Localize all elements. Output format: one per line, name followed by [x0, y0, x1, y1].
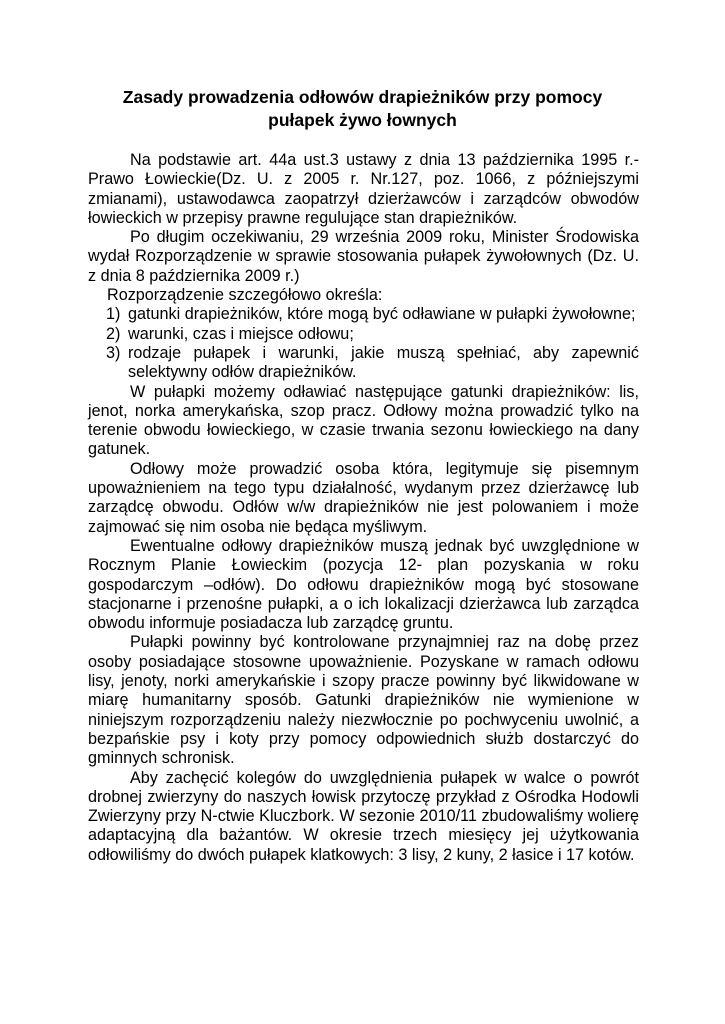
list-item-number: 1): [106, 305, 121, 324]
paragraph-trap-control: Pułapki powinny być kontrolowane przynajmniej raz na dobę przez osoby posiadające stosowne upoważnienie. Pozyskane w ramach odłowu lisy, jenoty, norki amerykańskie i szopy pracze powinny być likwidowane w miarę humanitarny sposób. Gatunki drapieżników nie wymienione w niniejszym rozporządzeniu należy niezwłocznie po pochwyceniu uwolnić, a bezpańskie psy i koty przy pomocy odpowiednich służb dostarczyć do gminnych schronisk.: [88, 633, 639, 768]
list-item-text: gatunki drapieżników, które mogą być odławiane w pułapki żywołowne;: [128, 305, 636, 324]
list-item-text: rodzaje pułapek i warunki, jakie muszą spełniać, aby zapewnić selektywny odłów drapieżników.: [128, 343, 639, 382]
regulation-list: [88, 305, 639, 382]
list-item-number: 3): [106, 343, 121, 362]
paragraph-regulation: Po długim oczekiwaniu, 29 września 2009 roku, Minister Środowiska wydał Rozporządzenie w sprawie stosowania pułapek żywołownych (Dz. U. z dnia 8 października 2009 r.): [88, 228, 639, 285]
list-item: [88, 325, 639, 344]
list-item-text: warunki, czas i miejsce odłowu;: [128, 324, 354, 343]
list-item-number: 2): [106, 324, 121, 343]
document-body: [88, 151, 639, 865]
title-line-1: Zasady prowadzenia odłowów drapieżników przy pomocy: [122, 87, 603, 107]
document-title: [80, 86, 645, 132]
list-item: [88, 344, 639, 383]
paragraph-authorization: Odłowy może prowadzić osoba która, legitymuje się pisemnym upoważnieniem na tego typu działalność, wydanym przez dzierżawcę lub zarządcę obwodu. Odłów w/w drapieżników nie jest polowaniem i może zajmować się nim osoba nie będąca myśliwym.: [88, 459, 639, 536]
paragraph-hunting-plan: Ewentualne odłowy drapieżników muszą jednak być uwzględnione w Rocznym Planie Łowieckim (pozycja 12- plan pozyskania w roku gospodarczym –odłów). Do odłowu drapieżników mogą być stosowane stacjonarne i przenośne pułapki, a o ich lokalizacji dzierżawca lub zarządca obwodu informuje posiadacza lub zarządcę gruntu.: [88, 536, 639, 633]
title-line-2: pułapek żywo łownych: [268, 110, 457, 130]
paragraph-legal-basis: Na podstawie art. 44a ust.3 ustawy z dnia 13 października 1995 r.- Prawo Łowieckie(Dz. U. z 2005 r. Nr.127, poz. 1066, z późniejszymi zmianami), ustawodawca zaopatrzył dzierżawców i zarządców obwodów łowieckich w przepisy prawne regulujące stan drapieżników.: [88, 151, 639, 227]
list-intro: Rozporządzenie szczegółowo określa:: [107, 286, 383, 305]
paragraph-example: Aby zachęcić kolegów do uwzględnienia pułapek w walce o powrót drobnej zwierzyny do naszych łowisk przytoczę przykład z Ośrodka Hodowli Zwierzyny przy N-ctwie Kluczbork. W sezonie 2010/11 zbudowaliśmy wolierę adaptacyjną dla bażantów. W okresie trzech miesięcy jej użytkowania odłowiliśmy do dwóch pułapek klatkowych: 3 lisy, 2 kuny, 2 łasice i 17 kotów.: [88, 768, 639, 864]
list-item: [88, 305, 639, 324]
paragraph-species: W pułapki możemy odławiać następujące gatunki drapieżników: lis, jenot, norka amerykańska, szop pracz. Odłowy można prowadzić tylko na terenie obwodu łowieckiego, w czasie trwania sezonu łowieckiego na dany gatunek.: [88, 382, 639, 459]
